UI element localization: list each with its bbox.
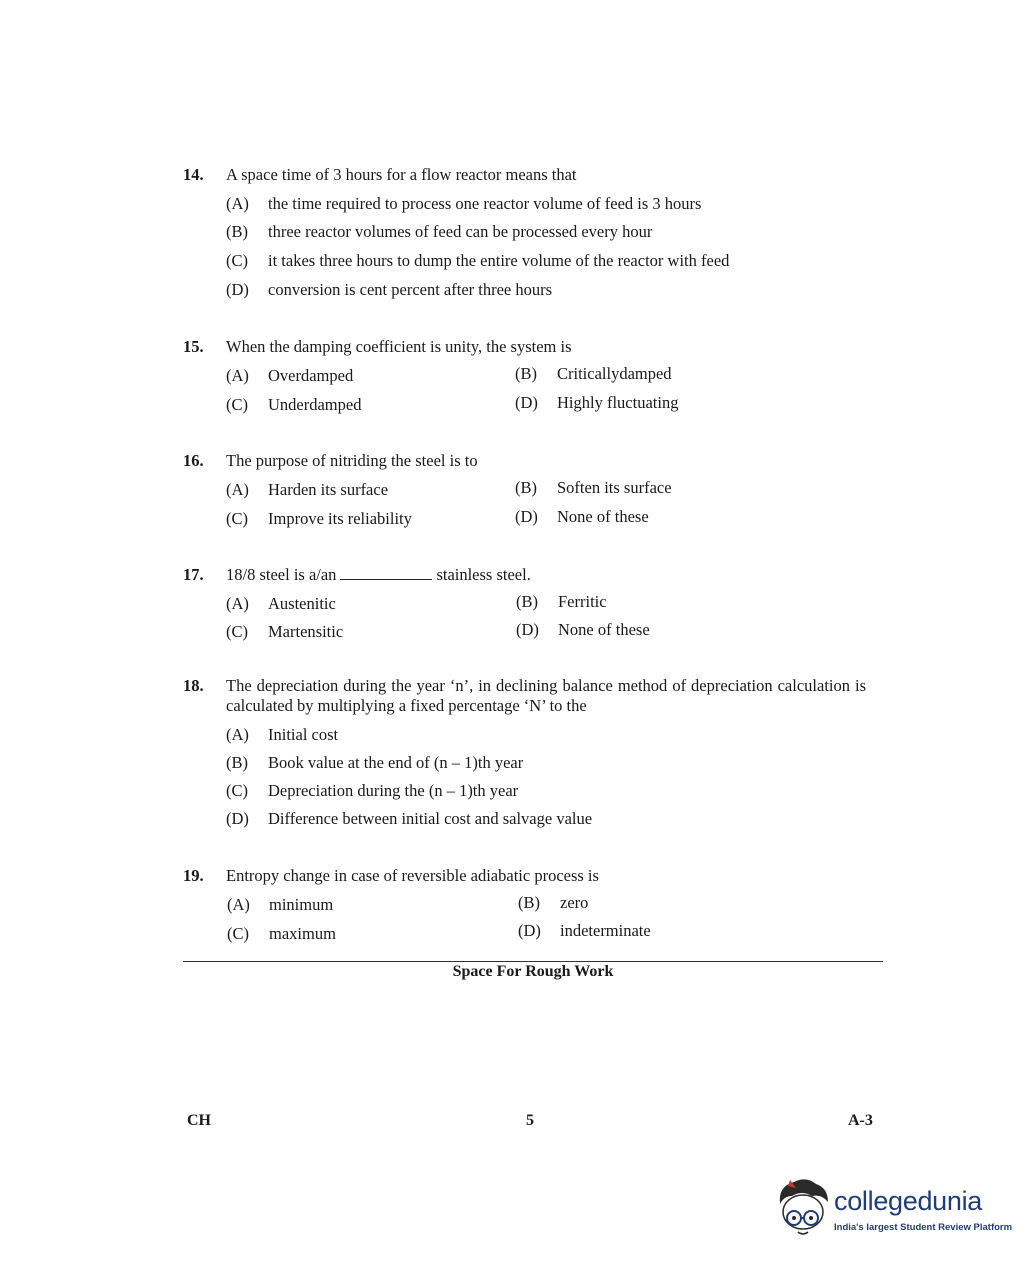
option-label: (C)	[226, 622, 248, 641]
question-text-after: stainless steel.	[436, 565, 531, 584]
option-b	[516, 592, 607, 612]
question-text: Entropy change in case of reversible adiabatic process is	[226, 866, 599, 885]
collegedunia-watermark	[772, 1176, 1013, 1246]
option-text: conversion is cent percent after three hours	[268, 280, 553, 299]
option-a	[226, 366, 353, 386]
option-text: Improve its reliability	[268, 509, 412, 528]
option-d	[516, 620, 650, 640]
question-text: The depreciation during the year ‘n’, in declining balance method of depreciation calculation is calculated by multiplying a fixed percentage ‘N’ to the	[226, 676, 866, 715]
option-a	[226, 194, 701, 214]
option-text: Difference between initial cost and salvage value	[268, 809, 593, 828]
question-number: 19.	[183, 866, 204, 885]
option-a	[226, 594, 336, 614]
option-b	[515, 478, 672, 498]
option-text: zero	[560, 893, 589, 912]
option-a	[227, 895, 333, 915]
option-d	[226, 280, 552, 300]
question-text: The purpose of nitriding the steel is to	[226, 451, 478, 470]
option-text: it takes three hours to dump the entire volume of the reactor with feed	[268, 251, 730, 270]
option-label: (A)	[226, 594, 249, 613]
option-text: Harden its surface	[268, 480, 389, 499]
question-text: A space time of 3 hours for a flow reactor means that	[226, 165, 577, 184]
option-text: Austenitic	[268, 594, 336, 613]
option-label: (B)	[516, 592, 538, 611]
brand-name: collegedunia	[834, 1186, 983, 1216]
option-b	[226, 753, 523, 773]
option-label: (B)	[518, 893, 540, 912]
question-number: 17.	[183, 565, 204, 584]
option-d	[518, 921, 651, 941]
option-b	[515, 364, 672, 384]
option-label: (A)	[227, 895, 250, 914]
question-number: 16.	[183, 451, 204, 470]
divider-rule	[183, 961, 883, 962]
option-label: (D)	[516, 620, 539, 639]
option-c	[226, 251, 729, 271]
option-label: (B)	[226, 222, 248, 241]
question-number: 15.	[183, 337, 204, 356]
option-label: (C)	[227, 924, 249, 943]
option-label: (C)	[226, 781, 248, 800]
option-d	[515, 507, 649, 527]
option-b	[518, 893, 588, 913]
option-label: (D)	[226, 809, 249, 828]
option-label: (D)	[226, 280, 249, 299]
question-text: When the damping coefficient is unity, the system is	[226, 337, 572, 356]
option-label: (D)	[515, 393, 538, 412]
question-text	[226, 565, 866, 585]
option-b	[226, 222, 652, 242]
option-text: None of these	[558, 620, 650, 639]
option-label: (D)	[515, 507, 538, 526]
option-text: Depreciation during the (n – 1)th year	[268, 781, 519, 800]
option-label: (B)	[515, 478, 537, 497]
option-a	[226, 480, 388, 500]
question-number: 18.	[183, 676, 204, 695]
option-text: Overdamped	[268, 366, 354, 385]
question-number: 14.	[183, 165, 204, 184]
footer-right: A-3	[848, 1112, 873, 1129]
option-label: (B)	[515, 364, 537, 383]
question-text-before: 18/8 steel is a/an	[226, 565, 337, 584]
option-label: (C)	[226, 509, 248, 528]
option-text: Highly fluctuating	[557, 393, 679, 412]
option-text: maximum	[269, 924, 336, 943]
option-c	[226, 781, 518, 801]
option-a	[226, 725, 338, 745]
option-c	[227, 924, 336, 944]
option-label: (D)	[518, 921, 541, 940]
option-text: Ferritic	[558, 592, 607, 611]
option-text: Book value at the end of (n – 1)th year	[268, 753, 524, 772]
mascot-icon	[772, 1176, 834, 1242]
option-c	[226, 395, 361, 415]
option-text: three reactor volumes of feed can be processed every hour	[268, 222, 653, 241]
option-label: (A)	[226, 194, 249, 213]
option-label: (A)	[226, 480, 249, 499]
option-d	[226, 809, 592, 829]
option-d	[515, 393, 678, 413]
option-text: minimum	[269, 895, 334, 914]
option-c	[226, 622, 343, 642]
fill-in-blank	[340, 567, 432, 580]
option-label: (B)	[226, 753, 248, 772]
option-label: (A)	[226, 725, 249, 744]
brand-tagline: India's largest Student Review Platform	[834, 1222, 1013, 1233]
footer-left: CH	[187, 1112, 211, 1129]
rough-work-heading: Space For Rough Work	[452, 963, 614, 980]
option-text: indeterminate	[560, 921, 651, 940]
footer-page-number: 5	[526, 1112, 534, 1129]
option-text: Criticallydamped	[557, 364, 672, 383]
option-label: (C)	[226, 251, 248, 270]
option-label: (A)	[226, 366, 249, 385]
option-text: Martensitic	[268, 622, 344, 641]
option-text: the time required to process one reactor volume of feed is 3 hours	[268, 194, 702, 213]
option-text: Underdamped	[268, 395, 362, 414]
option-text: Initial cost	[268, 725, 339, 744]
option-label: (C)	[226, 395, 248, 414]
option-c	[226, 509, 412, 529]
option-text: None of these	[557, 507, 649, 526]
option-text: Soften its surface	[557, 478, 672, 497]
